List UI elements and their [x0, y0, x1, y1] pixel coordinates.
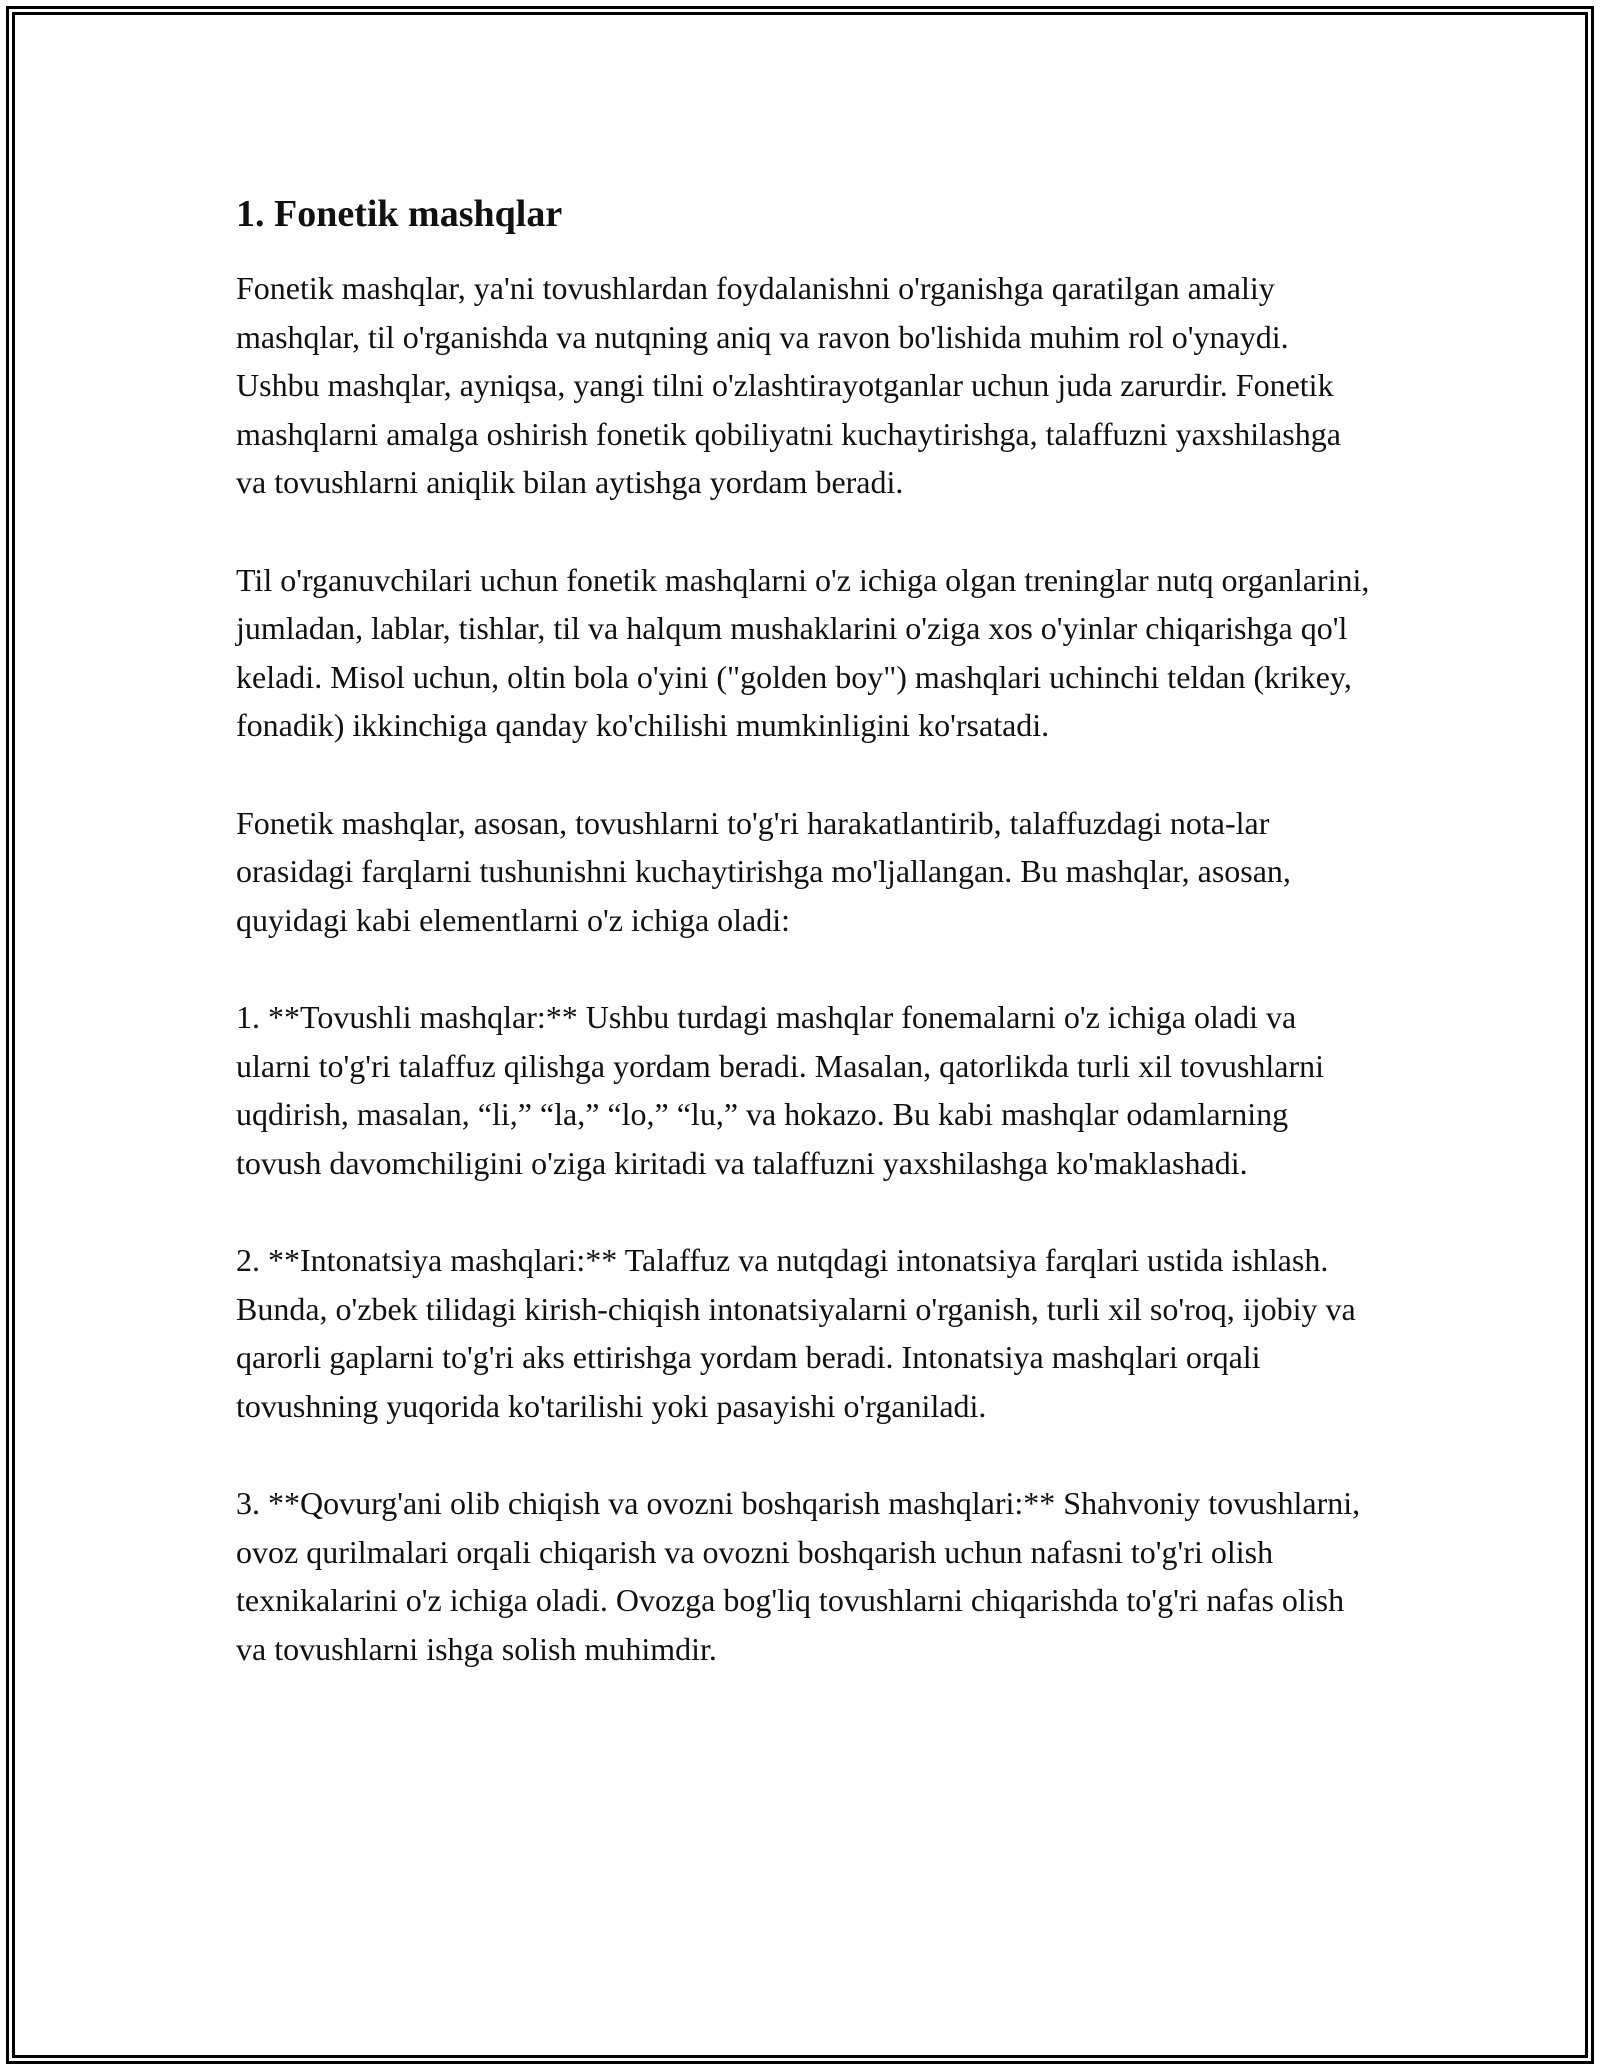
paragraph-elements: Fonetik mashqlar, asosan, tovushlarni to'g'ri harakatlantirib, talaffuzdagi nota-lar orasidagi farqlarni tushunishni kuchaytirishga mo'ljallangan. Bu mashqlar, asosan, quyidagi kabi elementlarni o'z ichiga oladi: [236, 804, 1291, 938]
list-item-sound-exercises: 1. **Tovushli mashqlar:** Ushbu turdagi mashqlar fonemalarni o'z ichiga oladi va ularni to'g'ri talaffuz qilishga yordam beradi. Masalan, qatorlikda turli xil tovushlarni uqdirish, masalan, “li,” “la,” “lo,” “lu,” va hokazo. Bu kabi mashqlar odamlarning tovush davomchiligini o'ziga kiritadi va talaffuzni yaxshilashga ko'maklashadi. [236, 999, 1324, 1181]
list-item-voice-control-exercises: 3. **Qovurg'ani olib chiqish va ovozni boshqarish mashqlari:** Shahvoniy tovushlarni, ovoz qurilmalari orqali chiqarish va ovozni boshqarish uchun nafasni to'g'ri olish texnikalarini o'z ichiga oladi. Ovozga bog'liq tovushlarni chiqarishda to'g'ri nafas olish va tovushlarni ishga solish muhimdir. [236, 1485, 1361, 1667]
document-body [236, 186, 1376, 1673]
paragraph-learners: Til o'rganuvchilari uchun fonetik mashqlarni o'z ichiga olgan treninglar nutq organlarini, jumladan, lablar, tishlar, til va halqum mushaklarini o'ziga xos o'yinlar chiqarishga qo'l keladi. Misol uchun, oltin bola o'yini ("golden boy") mashqlari uchinchi teldan (krikey, fonadik) ikkinchiga qanday ko'chilishi mumkinligini ko'rsatadi. [236, 561, 1370, 743]
section-heading: 1. Fonetik mashqlar [236, 193, 563, 235]
list-item-intonation-exercises: 2. **Intonatsiya mashqlari:** Talaffuz va nutqdagi intonatsiya farqlari ustida ishlash. Bunda, o'zbek tilidagi kirish-chiqish intonatsiyalarni o'rganish, turli xil so'roq, ijobiy va qarorli gaplarni to'g'ri aks ettirishga yordam beradi. Intonatsiya mashqlari orqali tovushning yuqorida ko'tarilishi yoki pasayishi o'rganiladi. [236, 1242, 1356, 1424]
paragraph-intro: Fonetik mashqlar, ya'ni tovushlardan foydalanishni o'rganishga qaratilgan amaliy mashqlar, til o'rganishda va nutqning aniq va ravon bo'lishida muhim rol o'ynaydi. Ushbu mashqlar, ayniqsa, yangi tilni o'zlashtirayotganlar uchun juda zarurdir. Fonetik mashqlarni amalga oshirish fonetik qobiliyatni kuchaytirishga, talaffuzni yaxshilashga va tovushlarni aniqlik bilan aytishga yordam beradi. [236, 270, 1341, 500]
